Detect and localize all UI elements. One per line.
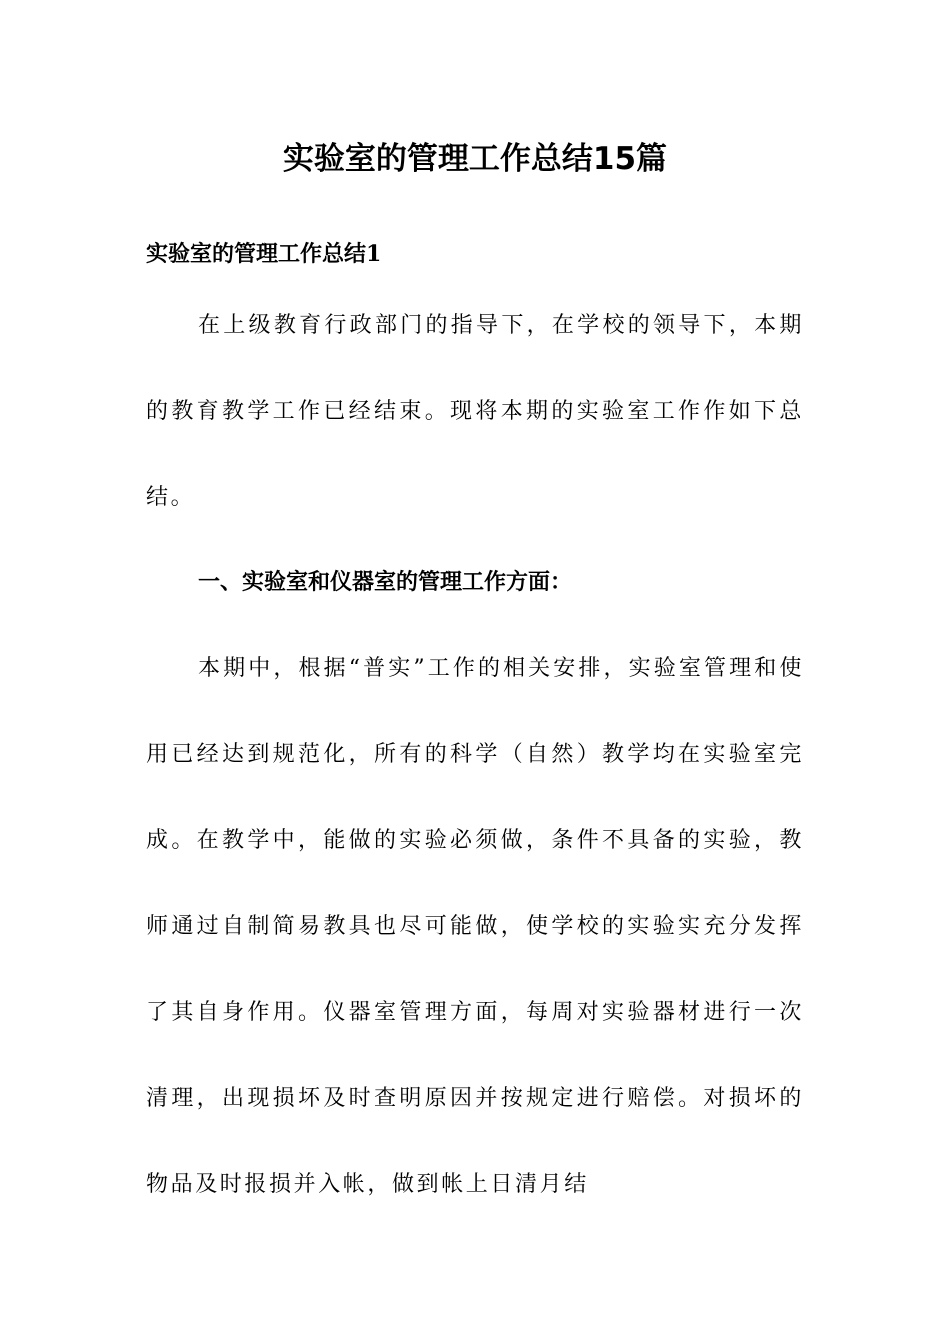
section-heading: 实验室的管理工作总结1 bbox=[146, 241, 382, 267]
document-title: 实验室的管理工作总结15篇 bbox=[282, 141, 668, 177]
paragraph-intro: 在上级教育行政部门的指导下，在学校的领导下，本期的教育教学工作已经结束。现将本期的实验室工作作如下总结。 bbox=[146, 313, 804, 510]
subheading-lab-management: 一、实验室和仪器室的管理工作方面： bbox=[198, 569, 573, 595]
paragraph-lab-management: 本期中，根据“普实”工作的相关安排，实验室管理和使用已经达到规范化，所有的科学（自然）教学均在实验室完成。在教学中，能做的实验必须做，条件不具备的实验，教师通过自制简易教具也尽可能做，使学校的实验实充分发挥了其自身作用。仪器室管理方面，每周对实验器材进行一次清理，出现损坏及时查明原因并按规定进行赔偿。对损坏的物品及时报损并入帐，做到帐上日清月结 bbox=[146, 656, 804, 1197]
